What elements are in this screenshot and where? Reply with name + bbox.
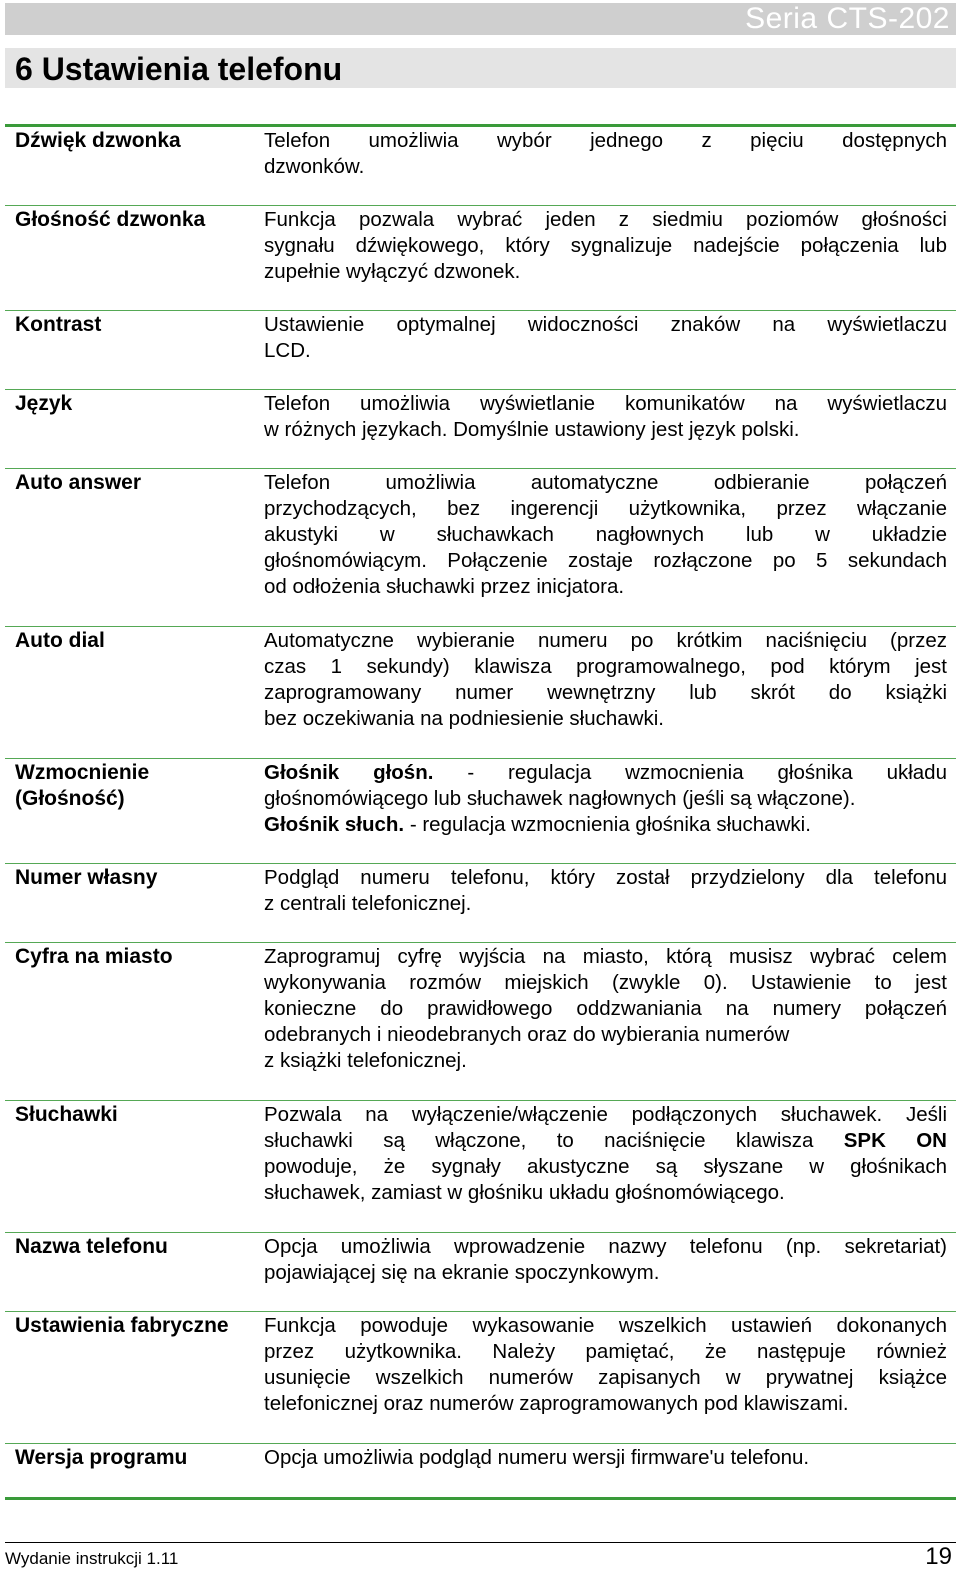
setting-term: Auto answer	[15, 471, 142, 494]
setting-description: Zaprogramuj cyfrę wyjścia na miasto, którą musisz wybrać celem wykonywania rozmów miejskich (zwykle 0). Ustawienie to jest konieczne do prawidłowego oddzwaniania na numery połączeń odebranych i nieodebranych oraz do wybierania numerów z książki telefonicznej.	[264, 945, 947, 1072]
setting-row-auto-dial	[5, 627, 956, 759]
setting-term: Kontrast	[15, 313, 102, 336]
setting-term: Język	[15, 392, 73, 415]
page-header-bar	[5, 3, 956, 35]
setting-term: Dźwięk dzwonka	[15, 129, 181, 152]
page-number: 19	[925, 1543, 952, 1570]
setting-term: Auto dial	[15, 629, 105, 652]
setting-row-language	[5, 390, 956, 469]
section-title: 6 Ustawienia telefonu	[15, 51, 343, 87]
setting-term: Głośność dzwonka	[15, 208, 206, 231]
setting-description: Opcja umożliwia wprowadzenie nazwy telefonu (np. sekretariat) pojawiającej się na ekranie spoczynkowym.	[264, 1235, 947, 1284]
setting-row-contrast	[5, 311, 956, 390]
setting-description: Funkcja pozwala wybrać jeden z siedmiu poziomów głośności sygnału dźwiękowego, który sygnalizuje nadejście połączenia lub zupełnie wyłączyć dzwonek.	[264, 208, 947, 283]
setting-description: Głośnik głośn. - regulacja wzmocnienia głośnika układu głośnomówiącego lub słuchawek nagłownych (jeśli są włączone). Głośnik słuch. - regulacja wzmocnienia głośnika słuchawki.	[264, 761, 947, 836]
setting-description: Ustawienie optymalnej widoczności znaków na wyświetlaczu LCD.	[264, 313, 947, 362]
setting-row-gain	[5, 759, 956, 864]
setting-description: Pozwala na wyłączenie/włączenie podłączonych słuchawek. Jeśli słuchawki są włączone, to naciśnięcie klawisza SPK ON powoduje, że sygnały akustyczne są słyszane w głośnikach słuchawek, zamiast w głośniku układu głośnomówiącego.	[264, 1103, 947, 1204]
setting-row-ring-volume	[5, 206, 956, 311]
setting-row-outside-line-digit	[5, 943, 956, 1101]
page-footer	[5, 1542, 956, 1570]
setting-row-own-number	[5, 864, 956, 943]
setting-row-firmware-version	[5, 1444, 956, 1500]
setting-term: Ustawienia fabryczne	[15, 1314, 229, 1337]
settings-table	[5, 124, 956, 1500]
setting-description: Telefon umożliwia wyświetlanie komunikatów na wyświetlaczu w różnych językach. Domyślnie ustawiony jest język polski.	[264, 392, 947, 441]
section-header-bar	[5, 48, 956, 88]
setting-row-auto-answer	[5, 469, 956, 627]
setting-term: Cyfra na miasto	[15, 945, 173, 968]
setting-row-ring-tone	[5, 127, 956, 206]
setting-description: Opcja umożliwia podgląd numeru wersji firmware'u telefonu.	[264, 1446, 810, 1469]
setting-row-phone-name	[5, 1233, 956, 1312]
setting-term: Nazwa telefonu	[15, 1235, 168, 1258]
setting-description: Podgląd numeru telefonu, który został przydzielony dla telefonu z centrali telefonicznej.	[264, 866, 947, 915]
setting-description: Telefon umożliwia wybór jednego z pięciu dostępnych dzwonków.	[264, 129, 947, 178]
setting-row-headset	[5, 1101, 956, 1233]
setting-description: Telefon umożliwia automatyczne odbieranie połączeń przychodzących, bez ingerencji użytkownika, przez włączanie akustyki w słuchawkach nagłownych lub w układzie głośnomówiącym. Połączenie zostaje rozłączone po 5 sekundach od odłożenia słuchawki przez inicjatora.	[264, 471, 947, 598]
setting-description: Automatyczne wybieranie numeru po krótkim naciśnięciu (przez czas 1 sekundy) klawisza programowalnego, pod którym jest zaprogramowany numer wewnętrzny lub skrót do książki bez oczekiwania na podniesienie słuchawki.	[264, 629, 947, 730]
setting-term: Numer własny	[15, 866, 158, 889]
manual-edition: Wydanie instrukcji 1.11	[5, 1549, 179, 1568]
setting-term: Wersja programu	[15, 1446, 188, 1469]
setting-description: Funkcja powoduje wykasowanie wszelkich ustawień dokonanych przez użytkownika. Należy pamiętać, że następuje również usunięcie wszelkich numerów zapisanych w prywatnej książce telefonicznej oraz numerów zaprogramowanych pod klawiszami.	[264, 1314, 947, 1415]
setting-term: Słuchawki	[15, 1103, 118, 1126]
series-label: Seria CTS-202	[745, 2, 950, 35]
setting-term: Wzmocnienie (Głośność)	[15, 761, 150, 810]
setting-row-factory-settings	[5, 1312, 956, 1444]
